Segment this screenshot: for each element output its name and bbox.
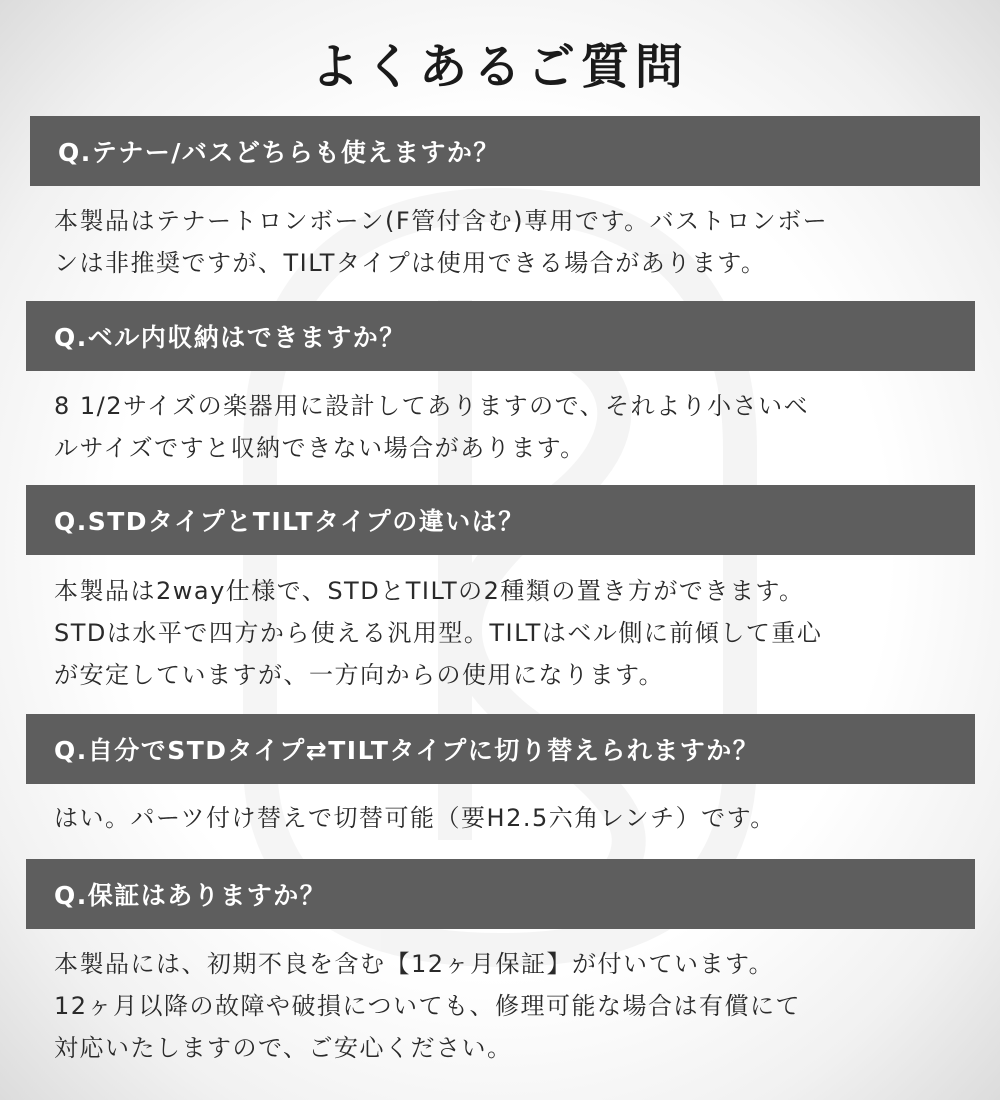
faq-answer-1 [54,200,974,284]
page-title: よくあるご質問 [310,39,689,95]
faq-answer-line: が安定していますが、一方向からの使用になります。 [54,661,665,689]
faq-question-text: Q.STDタイプとTILTタイプの違いは？ [54,507,525,536]
faq-question-2 [26,301,975,371]
faq-answer-line: 本製品には、初期不良を含む【12ヶ月保証】が付いています。 [54,950,775,978]
faq-question-text: Q.ベル内収納はできますか？ [54,323,406,352]
faq-question-text: Q.保証はありますか？ [54,881,327,910]
faq-answer-line: STDは水平で四方から使える汎用型。TILTはベル側に前傾して重心 [54,619,823,647]
faq-question-text: Q.自分でSTDタイプ⇄TILTタイプに切り替えられますか？ [54,736,760,765]
faq-answer-line: ンは非推奨ですが、TILTタイプは使用できる場合があります。 [54,249,767,277]
faq-question-text: Q.テナー/バスどちらも使えますか？ [58,138,500,167]
faq-answer-line: 本製品はテナートロンボーン(F管付含む)専用です。バストロンボー [54,207,829,235]
faq-answer-5 [54,943,974,1069]
faq-answer-line: はい。パーツ付け替えで切替可能（要H2.5六角レンチ）です。 [54,804,776,832]
faq-answer-2 [54,385,974,469]
faq-answer-line: 対応いたしますので、ご安心ください。 [54,1034,513,1062]
faq-answer-line: 12ヶ月以降の故障や破損についても、修理可能な場合は有償にて [54,992,802,1020]
faq-question-1 [30,116,980,186]
faq-question-5 [26,859,975,929]
faq-answer-3 [54,570,974,696]
faq-question-4 [26,714,975,784]
faq-answer-line: 8 1/2サイズの楽器用に設計してありますので、それより小さいベ [54,392,810,420]
faq-answer-4 [54,797,974,839]
faq-answer-line: 本製品は2way仕様で、STDとTILTの2種類の置き方ができます。 [54,577,805,605]
faq-answer-line: ルサイズですと収納できない場合があります。 [54,434,586,462]
faq-question-3 [26,485,975,555]
